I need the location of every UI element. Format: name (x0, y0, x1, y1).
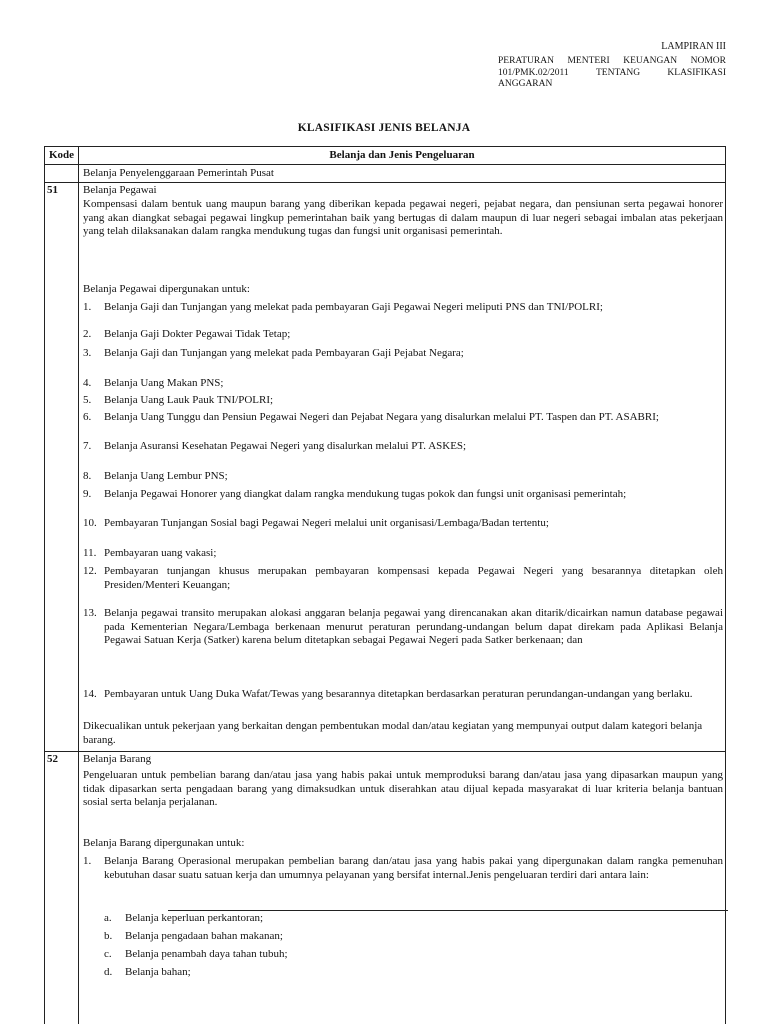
list-number: 4. (83, 377, 92, 389)
regulation-word: NOMOR (690, 56, 726, 66)
sub-table-divider (168, 910, 728, 911)
row-divider (45, 182, 725, 183)
list-text: Pembayaran untuk Uang Duka Wafat/Tewas yang besarannya ditetapkan berdasarkan peraturan perundangan-undangan yang berlaku. (104, 688, 693, 700)
list-number: 3. (83, 347, 92, 359)
regulation-line-1 (498, 56, 726, 68)
classification-table (44, 146, 726, 1024)
sub-list-text: Belanja bahan; (125, 966, 191, 978)
regulation-word: MENTERI (567, 56, 610, 66)
regulation-word: 101/PMK.02/2011 (498, 67, 569, 78)
section-51-exception: Dikecualikan untuk pekerjaan yang berkaitan dengan pembentukan modal dan/atau kegiatan yang mempunyai output dalam kategori belanja barang. (83, 720, 703, 746)
sub-list-letter: d. (104, 966, 113, 978)
regulation-line-2 (498, 68, 726, 80)
list-number: 12. (83, 565, 97, 577)
list-item (83, 470, 723, 484)
code-52: 52 (47, 753, 58, 765)
list-item (83, 347, 723, 361)
list-number: 14. (83, 688, 97, 700)
row-divider (45, 751, 725, 752)
list-number: 8. (83, 470, 92, 482)
list-text: Belanja pegawai transito merupakan alokasi anggaran belanja pegawai yang direncanakan akan ditarik/dicairkan namun database pegawai pada Kementerian Negara/Lembaga berkenaan menurut peraturan perundang-undangan belum dapat direkam pada Aplikasi Belanja Pegawai Satuan Kerja (Satker) karena belum ditetapkan sebagai Pegawai Negeri pada Satker berkenaan; dan (104, 607, 723, 646)
list-item (83, 855, 723, 882)
sub-list-letter: a. (104, 912, 112, 924)
list-text: Pembayaran uang vakasi; (104, 547, 217, 559)
section-52-description: Pengeluaran untuk pembelian barang dan/atau jasa yang habis pakai untuk memproduksi barang dan/atau jasa yang dipasarkan maupun yang tidak dipasarkan serta pengadaan barang yang dimaksudkan untuk diserahkan atau dijual kepada masyarakat di luar kriteria belanja bantuan sosial serta belanja perjalanan. (83, 769, 723, 808)
regulation-reference (498, 56, 726, 91)
list-number: 10. (83, 517, 97, 529)
list-item (83, 328, 723, 342)
list-number: 9. (83, 488, 92, 500)
sub-list-item (104, 930, 723, 944)
list-number: 1. (83, 301, 92, 313)
list-text: Belanja Uang Lembur PNS; (104, 470, 228, 482)
list-text: Belanja Uang Makan PNS; (104, 377, 224, 389)
list-text: Belanja Gaji dan Tunjangan yang melekat pada pembayaran Gaji Pegawai Negeri meliputi PNS dan TNI/POLRI; (104, 301, 603, 313)
list-item (83, 607, 723, 648)
section-51-description: Kompensasi dalam bentuk uang maupun barang yang diberikan kepada pegawai negeri, pejabat negara, dan pensiunan serta pegawai honorer yang akan diangkat sebagai pegawai lingkup pemerintahan baik yang bertugas di dalam maupun di luar negeri sebagai imbalan atas pekerjaan yang telah dilaksanakan dalam rangka mendukung tugas dan fungsi unit organisasi pemerintah. (83, 198, 723, 237)
section-heading: Belanja Penyelenggaraan Pemerintah Pusat (83, 167, 274, 179)
list-item (83, 301, 723, 315)
list-text: Belanja Uang Lauk Pauk TNI/POLRI; (104, 394, 274, 406)
list-text: Pembayaran tunjangan khusus merupakan pembayaran kompensasi kepada Pegawai Negeri yang besarannya ditetapkan oleh Presiden/Menteri Keuangan; (104, 565, 723, 591)
list-number: 5. (83, 394, 92, 406)
list-text: Belanja Pegawai Honorer yang diangkat dalam rangka mendukung tugas pokok dan fungsi unit organisasi pemerintah; (104, 488, 627, 500)
list-item (83, 565, 723, 592)
list-text: Belanja Asuransi Kesehatan Pegawai Negeri yang disalurkan melalui PT. ASKES; (104, 440, 467, 452)
list-item (83, 394, 723, 408)
list-text: Belanja Gaji dan Tunjangan yang melekat pada Pembayaran Gaji Pejabat Negara; (104, 347, 464, 359)
code-51: 51 (47, 184, 58, 196)
sub-list-letter: b. (104, 930, 113, 942)
list-number: 13. (83, 607, 97, 619)
list-text: Belanja Uang Tunggu dan Pensiun Pegawai Negeri dan Pejabat Negara yang disalurkan melalui PT. Taspen dan PT. ASABRI; (104, 411, 659, 423)
regulation-line-3: ANGGARAN (498, 79, 553, 89)
list-item (83, 688, 723, 702)
row-divider (45, 164, 725, 165)
sub-list-letter: c. (104, 948, 112, 960)
column-header-kode: Kode (48, 149, 75, 161)
list-number: 11. (83, 547, 97, 559)
sub-list-item (104, 966, 723, 980)
column-header-belanja: Belanja dan Jenis Pengeluaran (329, 149, 475, 161)
list-item (83, 377, 723, 391)
list-item (83, 547, 723, 561)
sub-list-text: Belanja pengadaan bahan makanan; (125, 930, 283, 942)
regulation-word: KEUANGAN (623, 56, 678, 66)
list-number: 7. (83, 440, 92, 452)
sub-list-text: Belanja penambah daya tahan tubuh; (125, 948, 288, 960)
section-52-title: Belanja Barang (83, 753, 152, 765)
page-title: KLASIFIKASI JENIS BELANJA (297, 122, 471, 134)
list-text: Belanja Barang Operasional merupakan pembelian barang dan/atau jasa yang habis pakai yang dipergunakan dalam rangka pemenuhan kebutuhan dasar suatu satuan kerja dan umumnya pelayanan yang bersifat internal.Jenis pengeluaran terdiri dari antara lain: (104, 855, 723, 881)
list-item (83, 488, 723, 502)
regulation-word: KLASIFIKASI (667, 67, 726, 78)
regulation-word: PERATURAN (498, 56, 554, 66)
lampiran-label: LAMPIRAN III (661, 41, 726, 52)
section-51-title: Belanja Pegawai (83, 184, 157, 196)
sub-list-text: Belanja keperluan perkantoran; (125, 912, 264, 924)
column-divider (78, 147, 79, 1024)
regulation-word: TENTANG (595, 67, 641, 78)
list-item (83, 517, 723, 531)
section-52-intro: Belanja Barang dipergunakan untuk: (83, 837, 245, 849)
section-51-intro: Belanja Pegawai dipergunakan untuk: (83, 283, 250, 295)
list-item (83, 440, 723, 454)
list-text: Pembayaran Tunjangan Sosial bagi Pegawai Negeri melalui unit organisasi/Lembaga/Badan tertentu; (104, 517, 549, 529)
list-number: 6. (83, 411, 92, 423)
list-number: 1. (83, 855, 92, 867)
sub-list-item (104, 912, 723, 926)
list-number: 2. (83, 328, 92, 340)
list-item (83, 411, 723, 425)
list-text: Belanja Gaji Dokter Pegawai Tidak Tetap; (104, 328, 291, 340)
sub-list-item (104, 948, 723, 962)
